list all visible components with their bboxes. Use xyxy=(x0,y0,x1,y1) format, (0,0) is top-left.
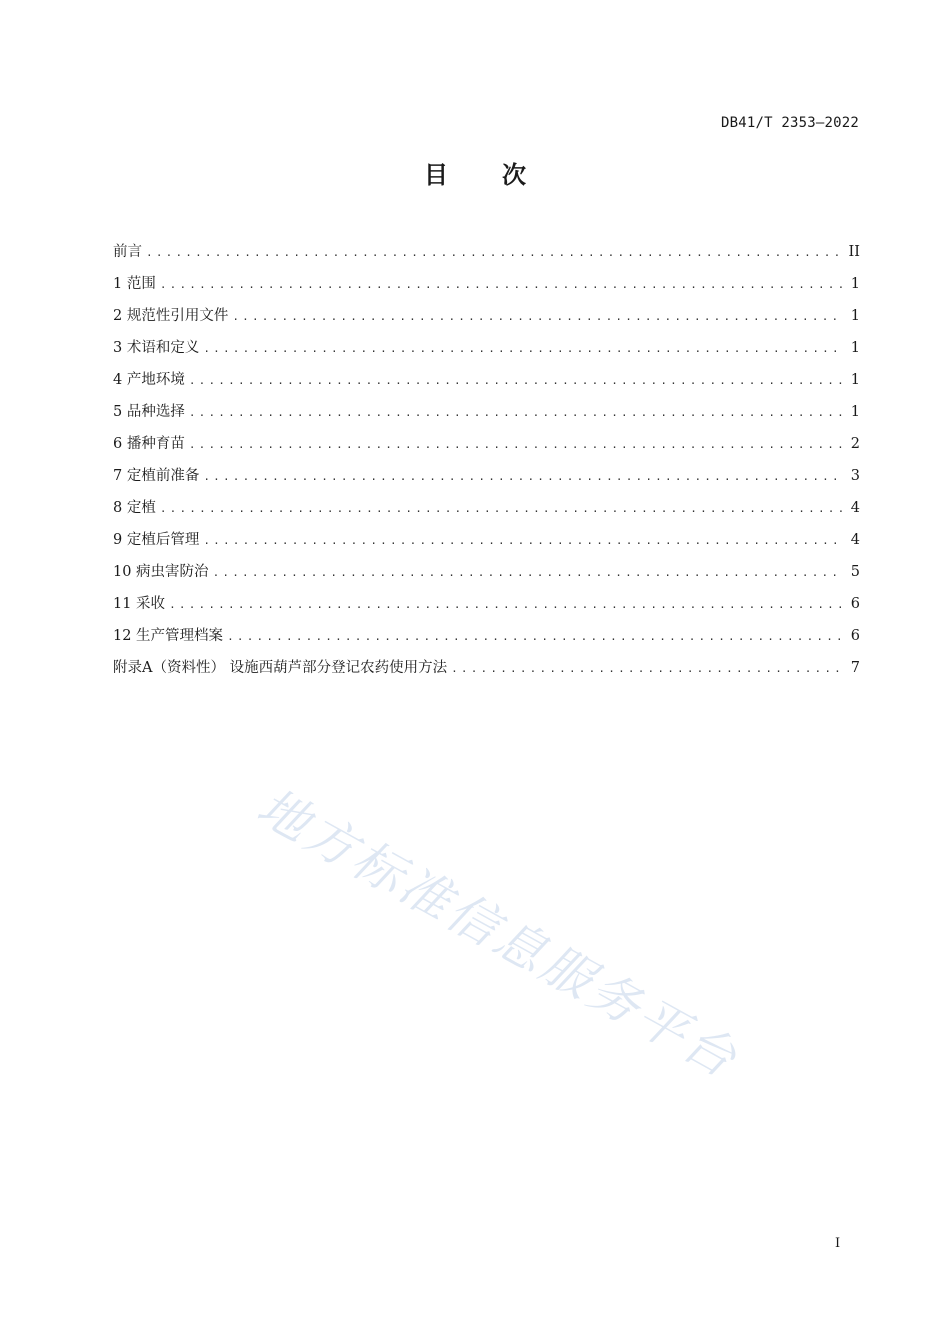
toc-entry-page: 5 xyxy=(850,564,860,580)
toc-entry-page: 1 xyxy=(850,276,860,292)
toc-entry-6[interactable] xyxy=(113,430,860,462)
toc-entry-label: 4 产地环境 xyxy=(113,372,185,388)
toc-entry-7[interactable] xyxy=(113,462,860,494)
leader-dots xyxy=(189,367,842,395)
document-code: DB41/T 2353—2022 xyxy=(720,115,859,131)
leader-dots xyxy=(160,495,842,523)
toc-entry-label: 前言 xyxy=(113,244,142,260)
leader-dots xyxy=(203,335,842,363)
leader-dots xyxy=(232,303,842,331)
toc-entry-2[interactable] xyxy=(113,302,860,334)
toc-entry-page: 4 xyxy=(850,500,860,516)
toc-entry-10[interactable] xyxy=(113,558,860,590)
toc-entry-page: 6 xyxy=(850,596,860,612)
leader-dots xyxy=(213,559,842,587)
toc-entry-label: 3 术语和定义 xyxy=(113,340,200,356)
leader-dots xyxy=(160,271,842,299)
page-title xyxy=(0,155,950,190)
toc-entry-8[interactable] xyxy=(113,494,860,526)
toc-entry-page: 1 xyxy=(850,308,860,324)
toc-entry-label: 附录A（资料性） 设施西葫芦部分登记农药使用方法 xyxy=(113,660,448,676)
toc-entry-page: 7 xyxy=(850,660,860,676)
toc-entry-1[interactable] xyxy=(113,270,860,302)
toc-entry-3[interactable] xyxy=(113,334,860,366)
toc-entry-5[interactable] xyxy=(113,398,860,430)
toc-entry-page: 1 xyxy=(850,340,860,356)
toc-entry-4[interactable] xyxy=(113,366,860,398)
toc-entry-label: 12 生产管理档案 xyxy=(113,628,224,644)
table-of-contents xyxy=(113,238,860,686)
toc-entry-label: 7 定植前准备 xyxy=(113,468,200,484)
toc-entry-label: 11 采收 xyxy=(113,596,166,612)
leader-dots xyxy=(451,655,842,683)
toc-entry-page: 6 xyxy=(850,628,860,644)
toc-entry-label: 9 定植后管理 xyxy=(113,532,200,548)
toc-entry-page: 1 xyxy=(850,404,860,420)
toc-entry-label: 8 定植 xyxy=(113,500,156,516)
toc-entry-page: 3 xyxy=(850,468,860,484)
toc-entry-label: 10 病虫害防治 xyxy=(113,564,209,580)
title-char-1: 目 xyxy=(424,160,448,189)
toc-entry-label: 1 范围 xyxy=(113,276,156,292)
toc-entry-page: 2 xyxy=(850,436,860,452)
toc-entry-9[interactable] xyxy=(113,526,860,558)
toc-entry-label: 6 播种育苗 xyxy=(113,436,185,452)
leader-dots xyxy=(203,527,842,555)
toc-entry-label: 2 规范性引用文件 xyxy=(113,308,229,324)
leader-dots xyxy=(203,463,842,491)
title-char-2: 次 xyxy=(502,160,526,189)
toc-entry-11[interactable] xyxy=(113,590,860,622)
leader-dots xyxy=(189,431,842,459)
leader-dots xyxy=(189,399,842,427)
toc-entry-page: 4 xyxy=(850,532,860,548)
toc-entry-appendix-a[interactable] xyxy=(113,654,860,686)
toc-entry-foreword[interactable] xyxy=(113,238,860,270)
page-number: I xyxy=(835,1236,841,1251)
leader-dots xyxy=(169,591,842,619)
toc-entry-page: 1 xyxy=(850,372,860,388)
leader-dots xyxy=(227,623,842,651)
watermark: 地方标准信息服务平台 xyxy=(247,777,749,1090)
toc-entry-12[interactable] xyxy=(113,622,860,654)
leader-dots xyxy=(146,239,842,267)
toc-entry-page: II xyxy=(848,244,860,260)
toc-entry-label: 5 品种选择 xyxy=(113,404,185,420)
